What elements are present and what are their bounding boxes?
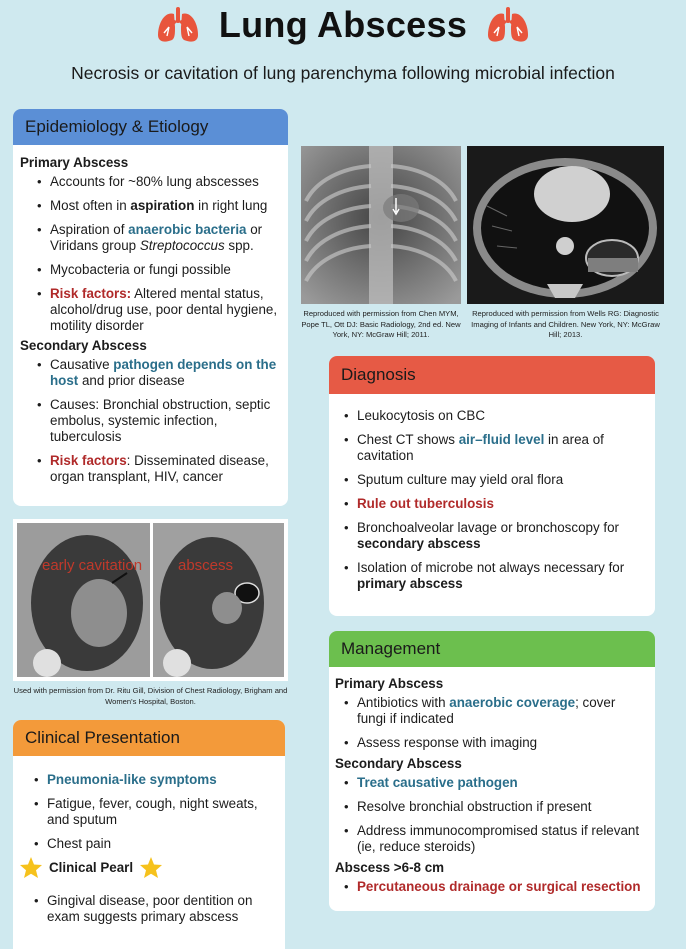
epidemiology-header: [13, 109, 288, 145]
management-card: [329, 631, 655, 911]
clinical-title: Clinical Presentation: [25, 728, 180, 747]
list-item-text: Percutaneous drainage or surgical resection: [357, 879, 641, 894]
management-header: [329, 631, 655, 667]
list-item: [34, 397, 278, 445]
clinical-list: [31, 772, 275, 852]
list-item-text: Risk factors: [50, 453, 127, 468]
ct-pair-image: [13, 519, 288, 681]
list-item-text: in area of cavitation: [357, 432, 604, 463]
list-item-text: Rule out tuberculosis: [357, 496, 494, 511]
header: [0, 0, 686, 50]
epidemiology-card: [13, 109, 288, 506]
epidemiology-title: Epidemiology & Etiology: [25, 117, 209, 136]
list-item-text: Most often in: [50, 198, 131, 213]
page-title: Lung Abscess: [218, 4, 468, 45]
list-item: [341, 823, 645, 855]
list-item-text: Treat causative pathogen: [357, 775, 518, 790]
clinical-pearl: [19, 856, 275, 879]
list-item-text: Assess response with imaging: [357, 735, 538, 750]
chest-ct-drawing: [467, 146, 664, 304]
list-item-text: and prior disease: [78, 373, 185, 388]
ct-pair-caption: Used with permission from Dr. Ritu Gill, Division of Chest Radiology, Brigham and Women's Hospital, Boston.: [13, 686, 288, 706]
list-item-text: secondary abscess: [357, 536, 481, 551]
list-item: [341, 560, 645, 592]
list-item-text: Chest pain: [47, 836, 112, 851]
mgmt-secondary-title: Secondary Abscess: [335, 756, 462, 771]
clinical-header: [13, 720, 285, 756]
ct-pair-drawing: [17, 523, 284, 677]
list-item-text: : Disseminated disease, organ transplant, HIV, cancer: [50, 453, 269, 484]
list-item-text: Causative: [50, 357, 114, 372]
chest-xray-image: [301, 146, 461, 304]
list-item-text: Causes: Bronchial obstruction, septic embolus, systemic infection, tuberculosis: [50, 397, 271, 444]
list-item-text: spp.: [224, 238, 254, 253]
list-item-text: primary abscess: [357, 576, 463, 591]
early-cavitation-label: early cavitation: [42, 557, 143, 574]
list-item: [341, 799, 645, 815]
list-item-text: pathogen depends on the host: [50, 357, 277, 388]
list-item-text: aspiration: [130, 198, 195, 213]
ct-caption: Reproduced with permission from Wells RG: Diagnostic Imaging of Infants and Children. New York, NY: McGraw Hill; 2013.: [471, 309, 660, 339]
clinical-pearl-title: Clinical Pearl: [49, 859, 134, 875]
list-item: [341, 472, 645, 488]
epidemiology-primary-list: [20, 174, 278, 334]
mgmt-large-title: Abscess >6-8 cm: [335, 860, 445, 875]
list-item-text: anaerobic bacteria: [128, 222, 247, 237]
page-subtitle: Necrosis or cavitation of lung parenchyma following microbial infection: [71, 63, 615, 83]
list-item-text: Chest CT shows: [357, 432, 459, 447]
primary-abscess-title: Primary Abscess: [20, 155, 129, 170]
list-item: [34, 198, 278, 214]
star-icon: [19, 856, 43, 879]
diagnosis-title: Diagnosis: [341, 365, 416, 384]
list-item: [341, 496, 645, 512]
list-item: [31, 772, 275, 788]
list-item-text: Antibiotics with: [357, 695, 450, 710]
list-item-text: Address immunocompromised status if relevant (ie, reduce steroids): [357, 823, 640, 854]
list-item-text: Bronchoalveolar lavage or bronchoscopy for: [357, 520, 620, 535]
list-item: [34, 174, 278, 190]
list-item: [31, 836, 275, 852]
list-item: [341, 432, 645, 464]
management-large-list: [335, 879, 645, 895]
lungs-icon: [485, 5, 531, 45]
list-item-text: Leukocytosis on CBC: [357, 408, 486, 423]
list-item-text: Risk factors:: [50, 286, 132, 301]
diagnosis-card: [329, 356, 655, 616]
list-item-text: Altered mental status, alcohol/drug use, poor dental hygiene, motility disorder: [50, 286, 278, 333]
list-item-text: air–fluid level: [458, 432, 545, 447]
list-item-text: anaerobic coverage: [449, 695, 576, 710]
list-item-text: Sputum culture may yield oral flora: [357, 472, 564, 487]
clinical-card: [13, 720, 285, 949]
xray-caption: Reproduced with permission from Chen MYM, Pope TL, Ott DJ: Basic Radiology, 2nd ed. New York, NY: McGraw Hill; 2011.: [301, 309, 461, 339]
lungs-icon: [155, 5, 201, 45]
list-item: [341, 775, 645, 791]
list-item-text: Pneumonia-like symptoms: [47, 772, 217, 787]
list-item-text: Streptococcus: [139, 238, 225, 253]
list-item: [31, 796, 275, 828]
clinical-pearl-list: [31, 893, 275, 925]
list-item-text: or Viridans group: [50, 222, 263, 253]
list-item-text: Resolve bronchial obstruction if present: [357, 799, 592, 814]
list-item: [341, 879, 645, 895]
management-secondary-list: [335, 775, 645, 855]
star-icon: [139, 856, 163, 879]
list-item: [34, 357, 278, 389]
list-item: [34, 286, 278, 334]
list-item: [341, 735, 645, 751]
list-item: [34, 262, 278, 278]
list-item-text: Fatigue, fever, cough, night sweats, and sputum: [47, 796, 258, 827]
list-item-text: Mycobacteria or fungi possible: [50, 262, 231, 277]
diagnosis-header: [329, 356, 655, 394]
list-item-text: Aspiration of: [50, 222, 129, 237]
list-item-text: Isolation of microbe not always necessary for: [357, 560, 625, 575]
list-item-text: ; cover fungi if indicated: [357, 695, 616, 726]
list-item: [341, 520, 645, 552]
chest-xray-drawing: [301, 146, 461, 304]
list-item: [31, 893, 275, 925]
chest-ct-image: [467, 146, 664, 304]
abscess-label: abscess: [178, 557, 234, 574]
list-item-text: Gingival disease, poor dentition on exam suggests primary abscess: [47, 893, 253, 924]
diagnosis-list: [341, 408, 645, 592]
management-title: Management: [341, 639, 441, 658]
list-item: [34, 222, 278, 254]
list-item: [341, 695, 645, 727]
list-item: [341, 408, 645, 424]
list-item: [34, 453, 278, 485]
list-item-text: Accounts for ~80% lung abscesses: [50, 174, 259, 189]
mgmt-primary-title: Primary Abscess: [335, 676, 444, 691]
list-item-text: in right lung: [194, 198, 268, 213]
epidemiology-secondary-list: [20, 357, 278, 485]
management-primary-list: [335, 695, 645, 751]
secondary-abscess-title: Secondary Abscess: [20, 338, 147, 353]
